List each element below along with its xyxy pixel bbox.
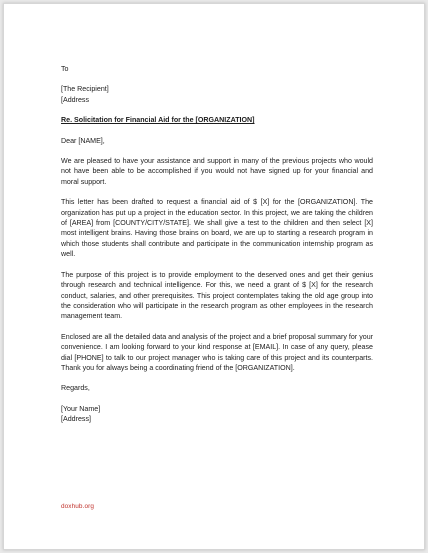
footer-brand[interactable]: doxhub.org: [61, 503, 94, 510]
closing: Regards,: [61, 384, 90, 393]
paragraph-2: This letter has been drafted to request a financial aid of $ [X] for the [ORGANIZATION]. The organization has put up a project in the education sector. In this project, we are taking the children of [AREA] from [COUNTY/CITY/STATE]. We shall give a test to the children and then select [X] most intelligent brains. Having those brains on board, we are up to starting a research program in which those students shall contribute and participate in the communication internship program as well.: [61, 198, 373, 259]
paragraph-3: The purpose of this project is to provide employment to the deserved ones and get their genius through research and technical intelligence. For this, we need a grant of $ [X] for the research conduct, salaries, and other prerequisites. This project contemplates taking the old age group into the consideration who will participate in the research program as other employees in the research management team.: [61, 270, 373, 321]
letter-body: [61, 64, 373, 425]
paragraph-1: We are pleased to have your assistance and support in many of the previous projects who would not have been able to be accomplished if you would not have signed up for your financial and moral support.: [61, 157, 373, 186]
salutation: Dear [NAME],: [61, 136, 105, 145]
signature-name: [Your Name]: [61, 404, 101, 413]
paragraph-4: Enclosed are all the detailed data and analysis of the project and a brief proposal summary for your convenience. I am looking forward to your kind response at [EMAIL]. In case of any query, please dial [PHONE] to talk to our project manager who is taking care of this project and its counterparts. Thank you for always being a coordinating friend of the [ORGANIZATION].: [61, 332, 373, 372]
recipient-address: [Address: [61, 95, 89, 104]
subject-line: Re. Solicitation for Financial Aid for the [ORGANIZATION]: [61, 116, 255, 125]
to-label: To: [61, 65, 69, 73]
document-page: [3, 3, 425, 550]
signature-address: [Address]: [61, 415, 91, 424]
recipient-name: [The Recipient]: [61, 85, 109, 94]
